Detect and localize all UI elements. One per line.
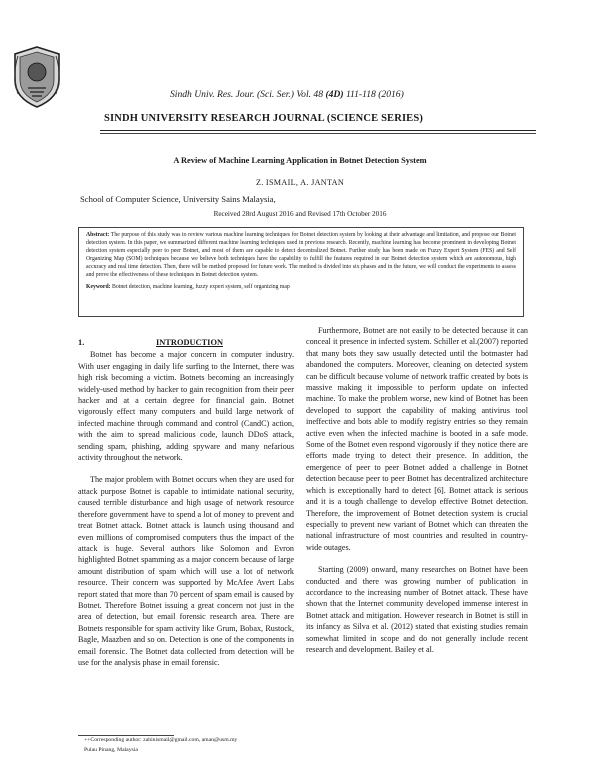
paragraph: The major problem with Botnet occurs when they are used for attack purpose Botnet is capable to intimidate national security, caused terrible disturbance and high usage of network resource therefore government have to spend a lot of money to prevent and treat Botnet attack. Botnet attack is launch using thousand and even millions of compromised computers thus the impact of the attack is huge. Several authors like Solomon and Evron highlighted Botnet spamming as a major concern because of large amount distribution of spam which will use a lot of network resource. Their concern was supported by McAfee Avert Labs report stated that more than 70 percent of spam email is caused by Botnet. Therefore Botnet issuing a great concern not just in the area of detection, but email forensic research area. There are Botnets responsible for spam activity like Grum, Bobax, Rustock, Bagle, Maazben and so on. Detection is one of the components in email forensic. The Botnet data collected from detection will be use for the analysis phase in email forensic. bbox=[78, 475, 294, 667]
journal-reference: Sindh Univ. Res. Jour. (Sci. Ser.) Vol. 48 (4D) 111-118 (2016) bbox=[170, 89, 404, 100]
header-rule-thin bbox=[100, 133, 536, 134]
paper-affiliation: School of Computer Science, University Sains Malaysia, bbox=[80, 194, 276, 204]
section-number: 1. bbox=[78, 338, 85, 347]
keywords: Keyword: Botnet detection, machine learning, fuzzy expert system, self organizing map bbox=[86, 283, 290, 290]
footnote-location: Pulau Pinang, Malaysia bbox=[84, 747, 138, 753]
paragraph: Furthermore, Botnet are not easily to be detected because it can conceal it presence in infected system. Schiller et al.(2007) reported that many bots they saw usually detected until the botmaster had abandoned the computers. Moreover, cleaning on detected system can be difficult because volume of network traffic created by bots is massive making it impossible to perform update on infected machine. To make the problem worse, new kind of Botnet has been developed to support the capability of making antivirus tool ineffective and bots able to modify registry entries so they remain active even when the infected machine is booted in a safe mode. Some of the Botnet even respond vigorously if they notice there are efforts made trying to detect their presence. In addition, the emergence of peer to peer Botnet added a challenge in Botnet detection because peer to peer Botnet has decentralized architecture which is exceptionally hard to detect [6]. Botnet attack is serious and it is a tough challenge to develop effective Botnet detection. Therefore, the improvement of Botnet detection system is crucial especially to prevent new variant of Botnet which can threaten the national infrastructure of most countries and resulted in country-wide outages. bbox=[306, 326, 528, 552]
abstract-text: Abstract: The purpose of this study was to review various machine learning techniques for Botnet detection system by looking at their advantage and limitation, and propose our Botnet detection system. In this paper, we summarized different machine learning techniques used in previous research. Recently, machine learning has become prominent in developing Botnet detection system especially peer to peer Botnet, and most of them are capable to detect decentralized Botnet. Further study has been made on Fuzzy Expert System (FES) and Self Organizing Map (SOM) techniques because we believe both techniques have the capability to fulfill the features required in our Botnet detection system which are autonomous, high accuracy and real time detection. Then, there will be method proposed for future work. The method is divided into six phases and in the future, we will conduct the experiments to assess and prove the effectiveness of these techniques in Botnet detection system. bbox=[86, 232, 516, 279]
section-title: INTRODUCTION bbox=[156, 338, 224, 347]
footnote-corresponding-author: ++Corresponding author: zahinismail@gmail.com, aman@usm.my bbox=[84, 737, 238, 743]
paper-authors: Z. ISMAIL, A. JANTAN bbox=[255, 178, 345, 187]
header-rule bbox=[100, 130, 536, 131]
body-column-right bbox=[306, 325, 528, 655]
section-heading bbox=[78, 337, 294, 348]
paragraph: Botnet has become a major concern in computer industry. With user engaging in daily life surfing to the Internet, there was high risk becoming a victim. Botnets becoming an increasingly widely-used method by hacker to gain recognition from their peer hacker and at a certain degree for financial gain. Botnet vigorously effect many computers and build large network of infected machine through command and control (CandC) action, with the aim to spread malicious code, launch DDoS attack, sending spam, phishing, adding spyware and many nefarious activity throughout the network. bbox=[78, 350, 294, 463]
university-emblem-icon bbox=[10, 44, 64, 110]
paper-title: A Review of Machine Learning Application in Botnet Detection System bbox=[173, 156, 427, 165]
received-dates: Received 28rd August 2016 and Revised 17th October 2016 bbox=[213, 210, 387, 218]
footnote-rule bbox=[78, 735, 174, 736]
body-column-left bbox=[78, 337, 294, 668]
journal-title: SINDH UNIVERSITY RESEARCH JOURNAL (SCIENCE SERIES) bbox=[104, 113, 423, 124]
paragraph: Starting (2009) onward, many researches on Botnet have been conducted and there was growing number of publication in accordance to the increasing number of Botnet attack. These have shown that the Internet community developed immense interest in Botnet attack and mitigation. However research in Botnet is still in its infancy as Silva et al. (2012) stated that existing studies remain somewhat limited in scope and do not generally include recent research and development. Bailey et al. bbox=[306, 565, 528, 654]
abstract-box bbox=[78, 227, 524, 317]
